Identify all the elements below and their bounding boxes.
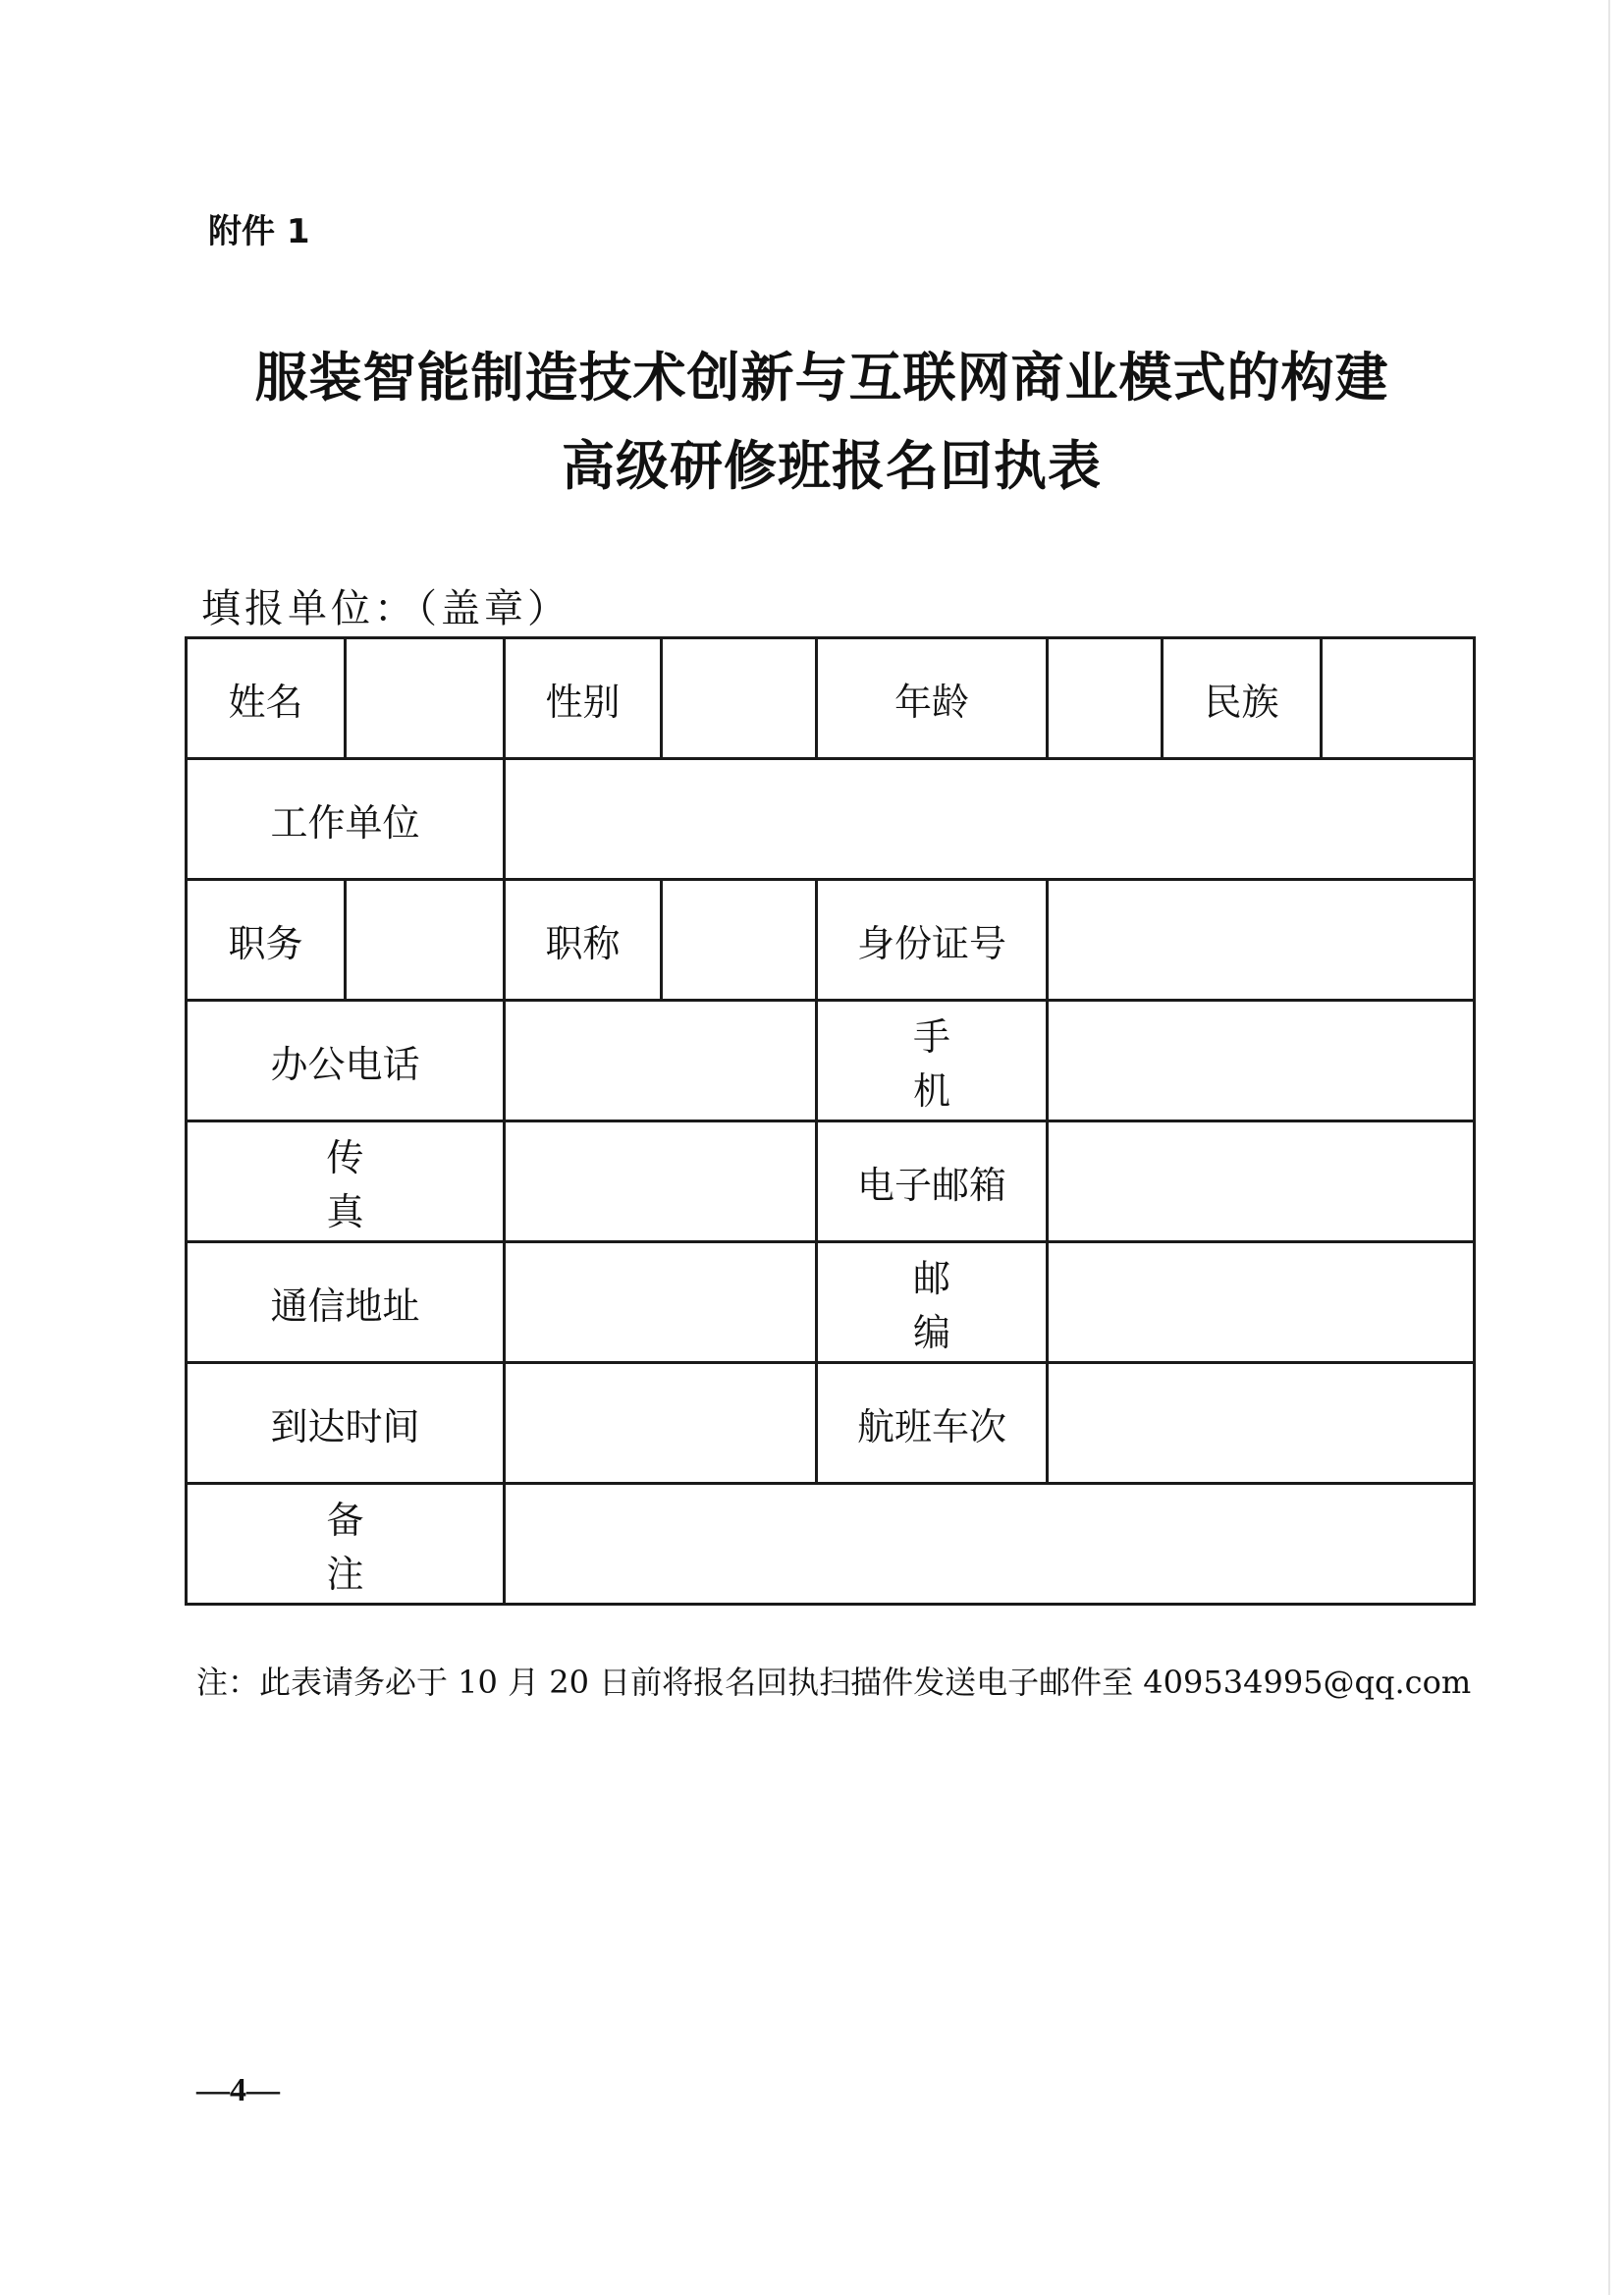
form-row-basic	[187, 638, 1475, 759]
id-number-field[interactable]	[1048, 880, 1475, 1001]
remarks-field[interactable]	[505, 1484, 1475, 1605]
position-label: 职务	[187, 880, 346, 1001]
address-field[interactable]	[505, 1242, 817, 1363]
attachment-label: 附件 1	[208, 212, 310, 251]
id-number-label: 身份证号	[817, 880, 1048, 1001]
mobile-label: 手机	[817, 1001, 1048, 1121]
position-field[interactable]	[346, 880, 505, 1001]
age-field[interactable]	[1048, 638, 1163, 759]
fax-field[interactable]	[505, 1121, 817, 1242]
arrival-time-label: 到达时间	[187, 1363, 505, 1484]
form-row-phone	[187, 1001, 1475, 1121]
postcode-label: 邮编	[817, 1242, 1048, 1363]
name-label: 姓名	[187, 638, 346, 759]
age-label: 年龄	[817, 638, 1048, 759]
form-row-address	[187, 1242, 1475, 1363]
mobile-field[interactable]	[1048, 1001, 1475, 1121]
office-phone-field[interactable]	[505, 1001, 817, 1121]
registration-form-table	[185, 636, 1476, 1606]
fill-unit-label: 填报单位：（盖章）	[201, 586, 570, 631]
email-label: 电子邮箱	[817, 1121, 1048, 1242]
flight-train-field[interactable]	[1048, 1363, 1475, 1484]
gender-field[interactable]	[662, 638, 817, 759]
fax-label: 传真	[187, 1121, 505, 1242]
work-unit-label: 工作单位	[187, 759, 505, 880]
office-phone-label: 办公电话	[187, 1001, 505, 1121]
arrival-time-field[interactable]	[505, 1363, 817, 1484]
title-field[interactable]	[662, 880, 817, 1001]
ethnicity-field[interactable]	[1322, 638, 1475, 759]
footnote: 注：此表请务必于 10 月 20 日前将报名回执扫描件发送电子邮件至 409534995@qq.com	[196, 1664, 1472, 1701]
address-label: 通信地址	[187, 1242, 505, 1363]
form-row-fax	[187, 1121, 1475, 1242]
email-field[interactable]	[1048, 1121, 1475, 1242]
form-row-work-unit	[187, 759, 1475, 880]
remarks-label: 备注	[187, 1484, 505, 1605]
title-line-2: 高级研修班报名回执表	[562, 435, 1102, 497]
form-row-arrival	[187, 1363, 1475, 1484]
title-line-1: 服装智能制造技术创新与互联网商业模式的构建	[254, 347, 1389, 409]
flight-train-label: 航班车次	[817, 1363, 1048, 1484]
ethnicity-label: 民族	[1163, 638, 1322, 759]
page-number: —4—	[196, 2072, 280, 2108]
gender-label: 性别	[505, 638, 662, 759]
title-label: 职称	[505, 880, 662, 1001]
name-field[interactable]	[346, 638, 505, 759]
form-row-remarks	[187, 1484, 1475, 1605]
form-row-position	[187, 880, 1475, 1001]
work-unit-field[interactable]	[505, 759, 1475, 880]
postcode-field[interactable]	[1048, 1242, 1475, 1363]
